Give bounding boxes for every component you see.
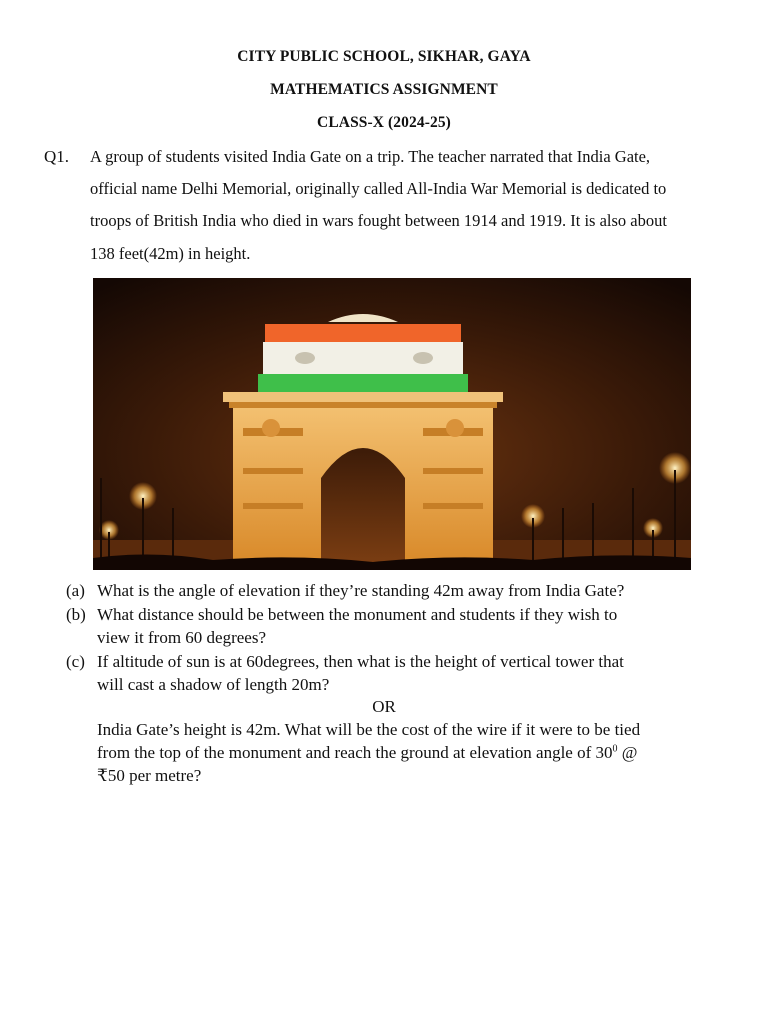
part-a-label: (a) xyxy=(66,581,85,600)
part-c-text: If altitude of sun is at 60degrees, then what is the height of vertical tower that xyxy=(97,652,624,671)
question-text-line: A group of students visited India Gate on a trip. The teacher narrated that India Gate, xyxy=(90,147,651,166)
question-text-line: 138 feet(42m) in height. xyxy=(90,244,251,263)
assignment-title: MATHEMATICS ASSIGNMENT xyxy=(270,81,498,98)
alternate-question-text: @ xyxy=(617,743,638,762)
part-c-label: (c) xyxy=(66,652,85,671)
part-a-text: What is the angle of elevation if they’re standing 42m away from India Gate? xyxy=(97,581,625,600)
or-separator: OR xyxy=(372,697,396,716)
school-name: CITY PUBLIC SCHOOL, SIKHAR, GAYA xyxy=(237,48,531,65)
part-b-text: view it from 60 degrees? xyxy=(97,628,266,647)
alternate-question-text xyxy=(97,743,637,763)
part-c-text: will cast a shadow of length 20m? xyxy=(97,675,330,694)
part-b-label: (b) xyxy=(66,605,86,624)
india-gate-photo xyxy=(93,278,691,570)
alternate-question-text: from the top of the monument and reach the ground at elevation angle of 30 xyxy=(97,743,613,762)
alternate-question-text: ₹50 per metre? xyxy=(97,766,202,785)
question-text-line: official name Delhi Memorial, originally called All-India War Memorial is dedicated to xyxy=(90,179,667,198)
part-b-text: What distance should be between the monument and students if they wish to xyxy=(97,605,618,624)
question-number: Q1. xyxy=(44,147,70,166)
class-label: CLASS-X (2024-25) xyxy=(317,114,451,131)
degree-superscript: 0 xyxy=(612,743,618,755)
question-text-line: troops of British India who died in wars fought between 1914 and 1919. It is also about xyxy=(90,211,667,230)
alternate-question-text: India Gate’s height is 42m. What will be the cost of the wire if it were to be tied xyxy=(97,720,641,739)
